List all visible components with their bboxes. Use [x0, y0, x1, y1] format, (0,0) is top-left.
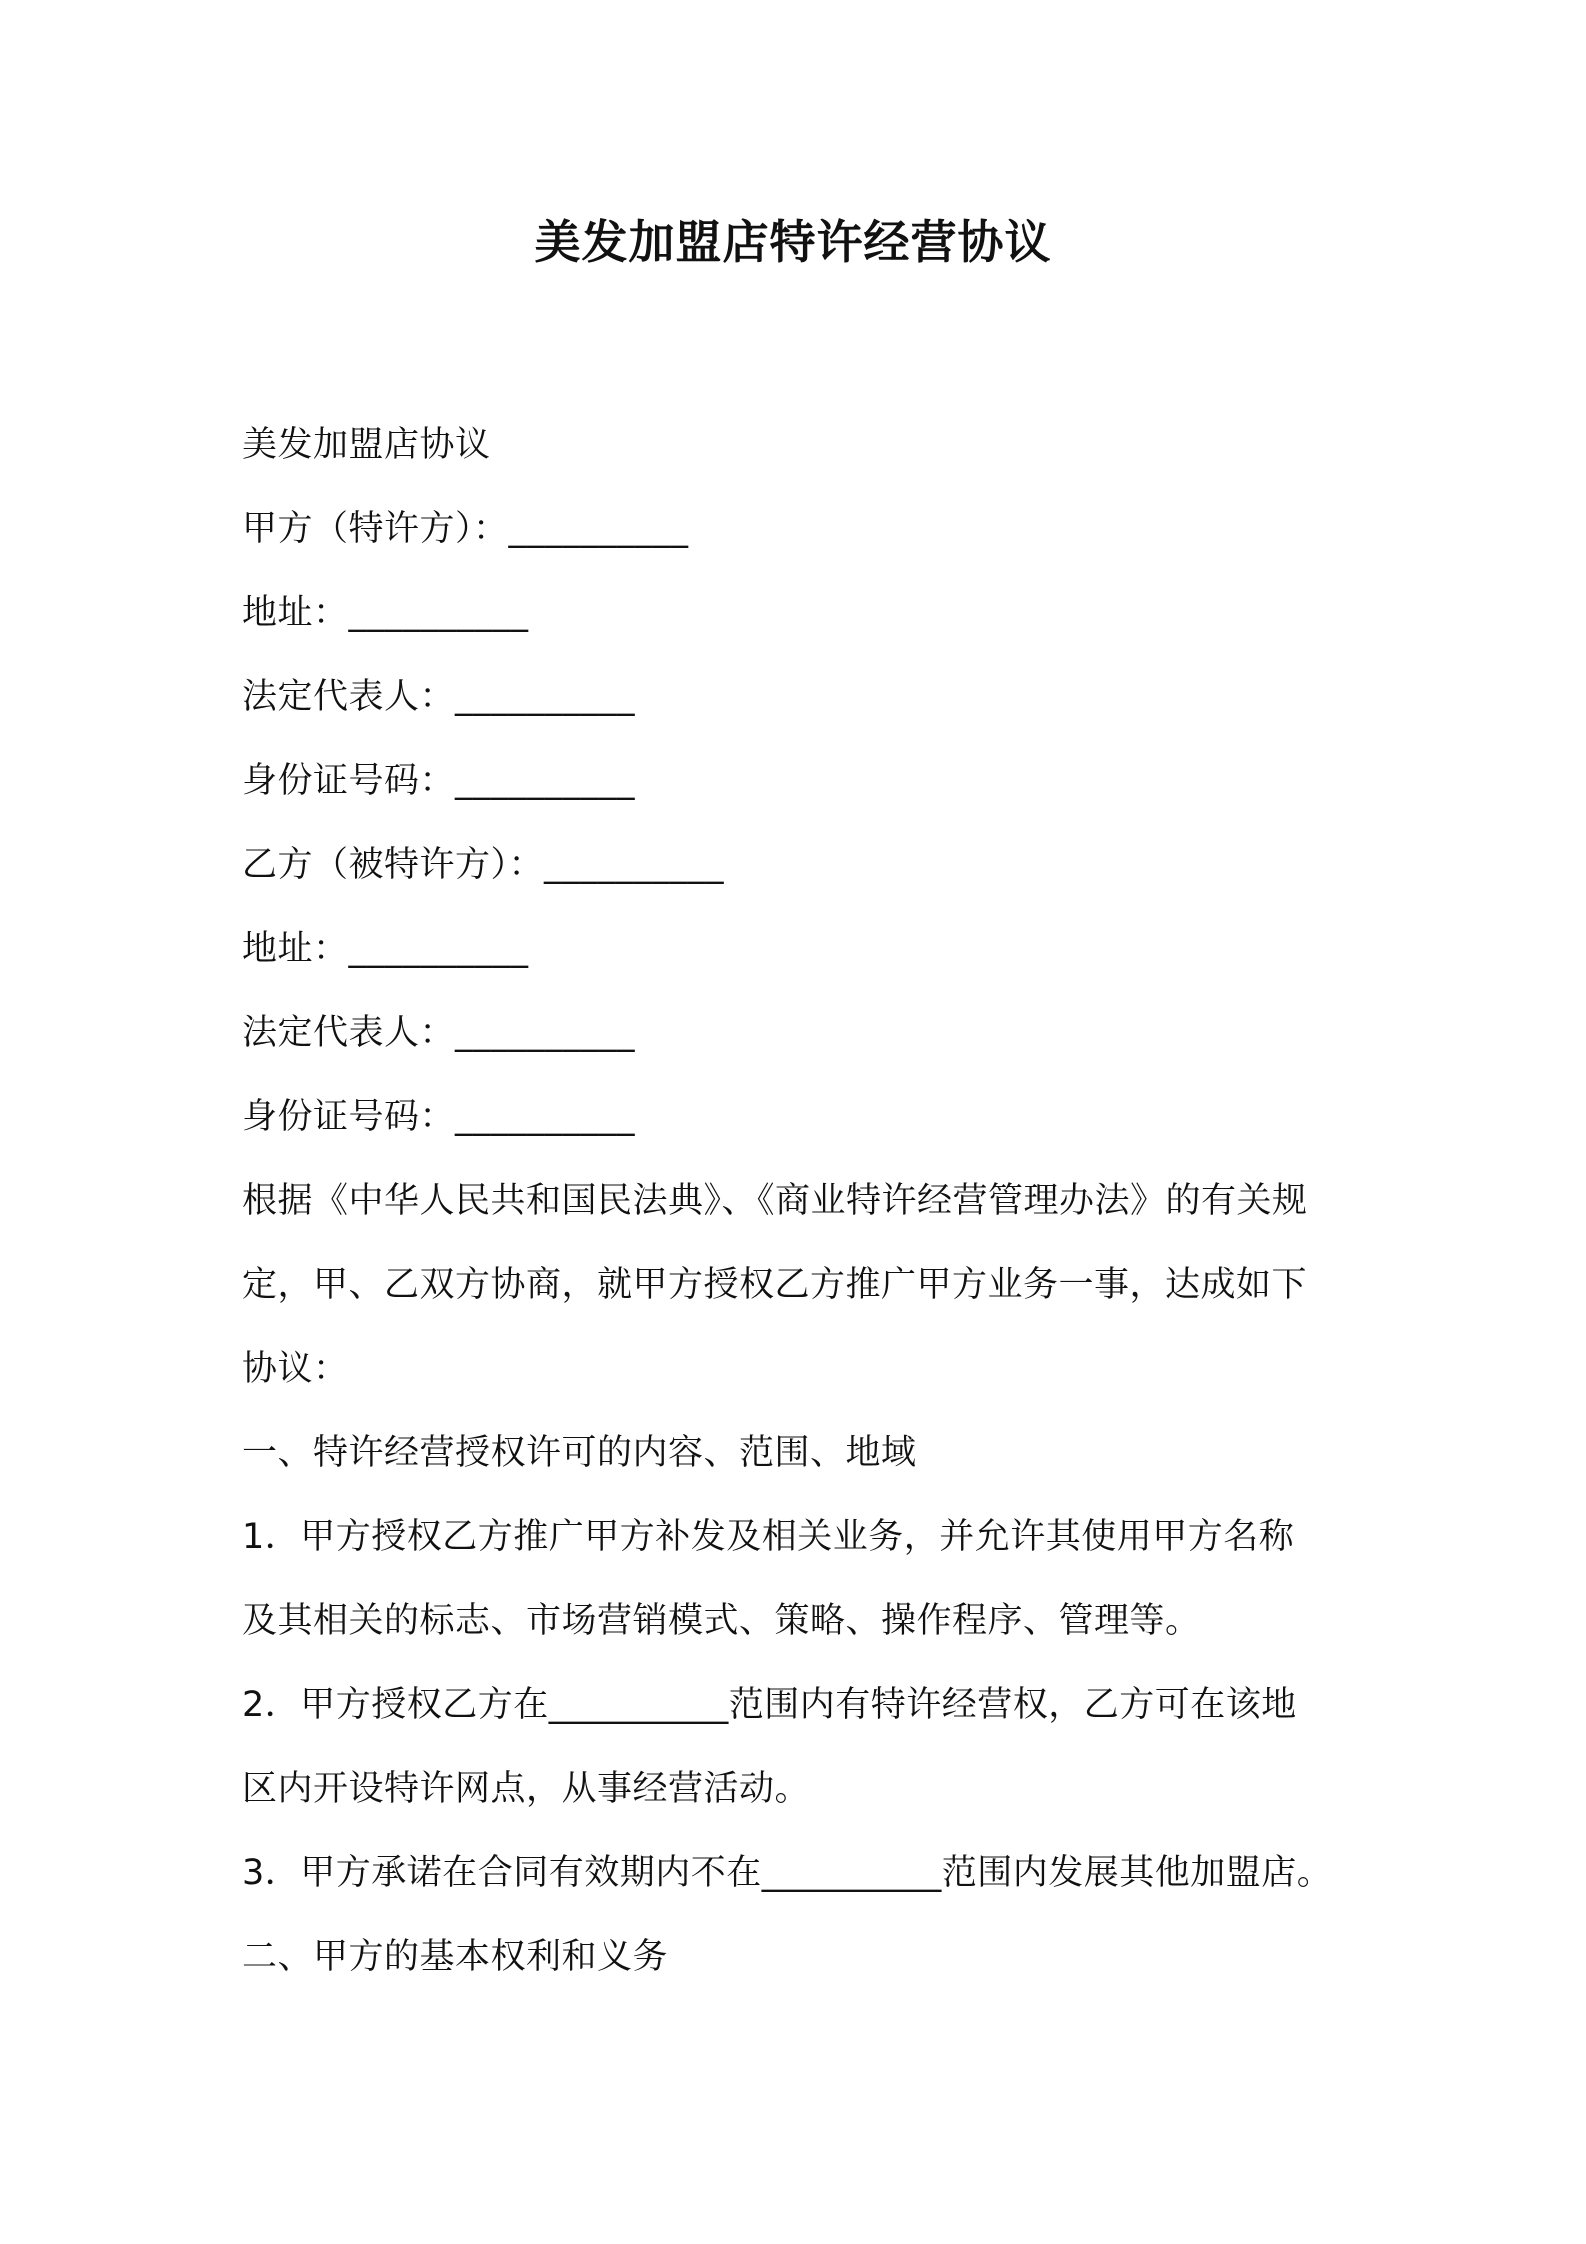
party-b-field: 乙方（被特许方）：__________ [242, 845, 725, 885]
party-a-legal-rep-field: 法定代表人：__________ [242, 677, 636, 717]
heading-agreement: 美发加盟店协议 [242, 425, 491, 465]
clause-line: 区内开设特许网点，从事经营活动。 [242, 1769, 811, 1809]
clause-line: 1．甲方授权乙方推广甲方补发及相关业务，并允许其使用甲方名称 [242, 1517, 1295, 1557]
party-a-id-field: 身份证号码：__________ [242, 761, 636, 801]
party-b-legal-rep-field: 法定代表人：__________ [242, 1013, 636, 1053]
clause-line: 及其相关的标志、市场营销模式、策略、操作程序、管理等。 [242, 1601, 1201, 1641]
party-a-field: 甲方（特许方）：__________ [242, 509, 689, 549]
document-body [242, 403, 1362, 1999]
preamble-line: 协议： [242, 1349, 349, 1389]
party-a-address-field: 地址：__________ [242, 593, 529, 633]
section-heading: 二、甲方的基本权利和义务 [242, 1937, 669, 1977]
party-b-address-field: 地址：__________ [242, 929, 529, 969]
preamble-line: 定，甲、乙双方协商，就甲方授权乙方推广甲方业务一事，达成如下 [242, 1265, 1308, 1305]
party-b-id-field: 身份证号码：__________ [242, 1097, 636, 1137]
section-heading: 一、特许经营授权许可的内容、范围、地域 [242, 1433, 917, 1473]
clause-line: 3．甲方承诺在合同有效期内不在__________范围内发展其他加盟店。 [242, 1853, 1333, 1893]
document-title: 美发加盟店特许经营协议 [534, 215, 1052, 269]
preamble-line: 根据《中华人民共和国民法典》、《商业特许经营管理办法》的有关规 [242, 1181, 1308, 1221]
clause-line: 2．甲方授权乙方在__________范围内有特许经营权，乙方可在该地 [242, 1685, 1297, 1725]
